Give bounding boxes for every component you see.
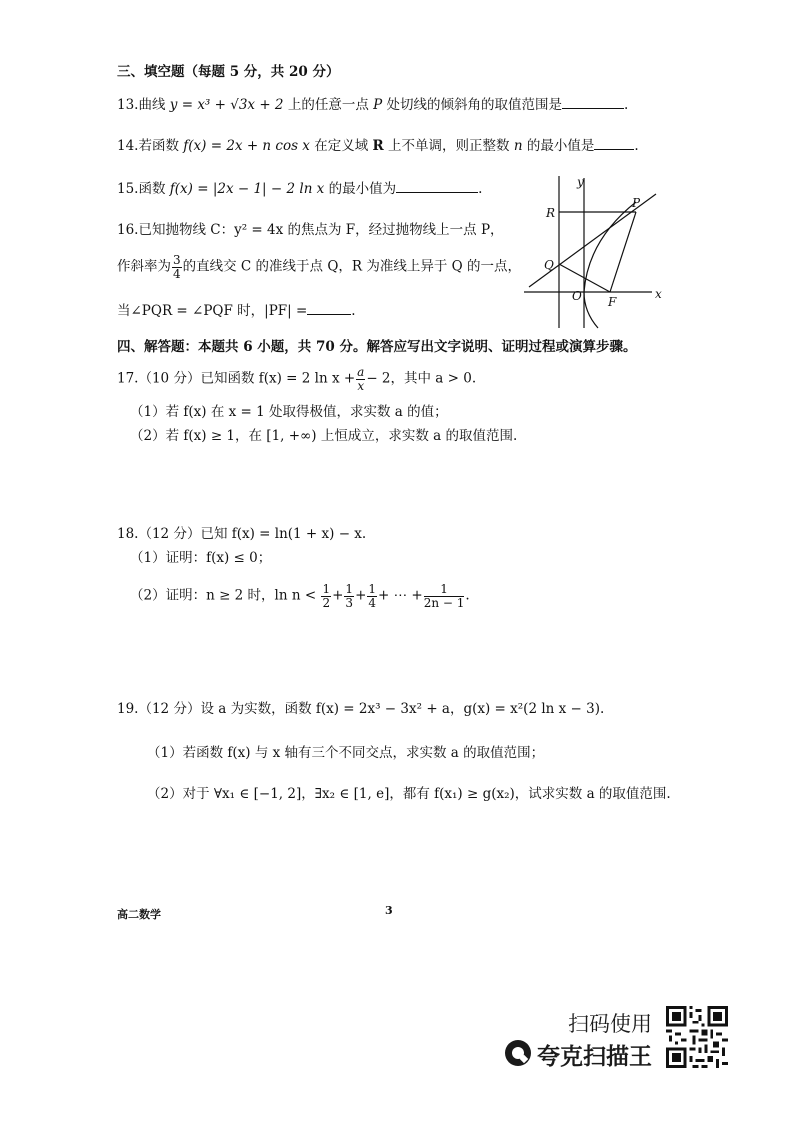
fraction-1-4: $\frac{1}{4}$ — [368, 582, 377, 610]
parabola-curve — [584, 202, 636, 328]
answer-blank-16 — [307, 302, 351, 315]
section4-heading: 四、解答题：本题共 6 小题，共 70 分。解答应写出文字说明、证明过程或演算步骤。 — [117, 339, 637, 355]
question-18-part1: （1）证明：f(x) ≤ 0； — [130, 550, 272, 566]
page-number: 3 — [385, 904, 393, 917]
fraction-3-4: $\frac{3}{4}$ — [173, 253, 181, 281]
label-q: Q — [544, 258, 554, 272]
answer-blank-13 — [562, 96, 624, 109]
scan-to-use-text: 扫码使用 — [568, 1012, 652, 1036]
question-19-line1: 19.（12 分）设 a 为实数，函数 f(x) = 2x³ − 3x² + a，g(x) = x²(2 ln x − 3). — [117, 701, 605, 717]
fraction-1-2: $\frac{1}{2}$ — [322, 582, 331, 610]
question-13: 13.曲线 y = x³ + √3x + 2 上的任意一点 P 处切线的倾斜角的取值范围是 . — [117, 97, 629, 113]
question-16-line2: 作斜率为 $\frac{3}{4}$ 的直线交 C 的准线于点 Q，R 为准线上异于 Q 的一点， — [117, 253, 522, 281]
parabola-figure — [524, 172, 670, 330]
label-o: O — [572, 289, 582, 303]
label-p: P — [632, 196, 641, 210]
section3-heading: 三、填空题（每题 5 分，共 20 分） — [117, 64, 340, 80]
footer-subject: 高二数学 — [117, 908, 161, 921]
question-15: 15.函数 f(x) = |2x − 1| − 2 ln x 的最小值为 . — [117, 181, 483, 197]
qr-code-icon — [666, 1006, 728, 1068]
fraction-1-3: $\frac{1}{3}$ — [345, 582, 354, 610]
question-18-part2: （2）证明：n ≥ 2 时，ln n < $\frac{1}{2}$ + $\frac{1}{3}$ + $\frac{1}{4}$ + ⋯ + $\frac{1}{2n - 1}$ . — [130, 582, 470, 610]
question-19-part2: （2）对于 ∀x₁ ∈ [−1, 2]，∃x₂ ∈ [1, e]，都有 f(x₁) ≥ g(x₂)，试求实数 a 的取值范围. — [147, 786, 671, 802]
label-x: x — [655, 287, 662, 301]
answer-blank-14 — [594, 137, 634, 150]
question-16-line1: 16.已知抛物线 C：y² = 4x 的焦点为 F，经过抛物线上一点 P， — [117, 222, 504, 238]
question-14: 14.若函数 f(x) = 2x + n cos x 在定义域 R 上不单调，则正整数 n 的最小值是 . — [117, 138, 639, 154]
question-19-part1: （1）若函数 f(x) 与 x 轴有三个不同交点，求实数 a 的取值范围； — [147, 745, 545, 761]
question-17-part1: （1）若 f(x) 在 x = 1 处取得极值，求实数 a 的值； — [130, 404, 448, 420]
label-r: R — [546, 206, 556, 220]
brand-logo-icon — [505, 1040, 531, 1066]
question-17-line1: 17.（10 分）已知函数 f(x) = 2 ln x + $\frac{a}{x}$ − 2，其中 a > 0. — [117, 365, 477, 393]
label-f: F — [608, 295, 617, 309]
label-y: y — [577, 175, 584, 189]
question-16-line3: 当∠PQR = ∠PQF 时，|PF| = . — [117, 303, 356, 319]
question-17-part2: （2）若 f(x) ≥ 1，在 [1, +∞) 上恒成立，求实数 a 的取值范围. — [130, 428, 518, 444]
fraction-1-2n-1: $\frac{1}{2n - 1}$ — [423, 582, 465, 610]
brand-name-text: 夸克扫描王 — [537, 1044, 652, 1070]
segment-pf — [610, 212, 636, 292]
answer-blank-15 — [396, 180, 478, 193]
question-18-line1: 18.（12 分）已知 f(x) = ln(1 + x) − x. — [117, 526, 367, 542]
fraction-a-x: $\frac{a}{x}$ — [357, 365, 365, 393]
